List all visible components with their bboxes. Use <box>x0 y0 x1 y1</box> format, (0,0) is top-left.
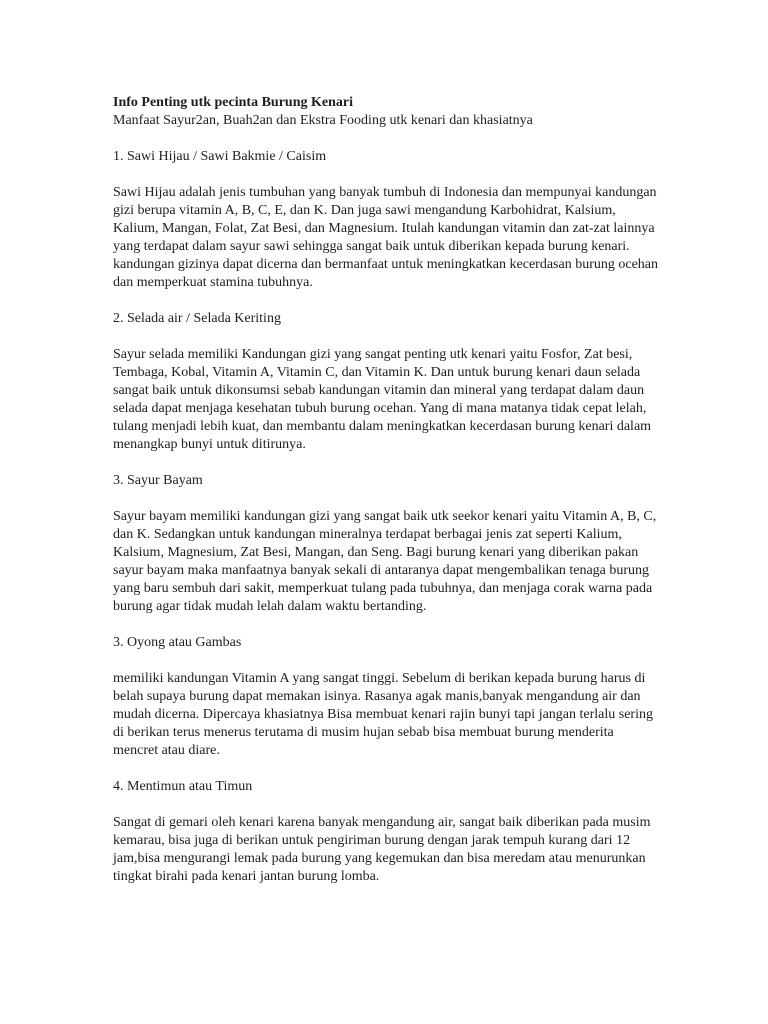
section-paragraph: Sayur bayam memiliki kandungan gizi yang sangat baik utk seekor kenari yaitu Vitamin A, B, C, dan K. Sedangkan untuk kandungan mineralnya terdapat berbagai jenis zat seperti Kalium, Kalsium, Magnesium, Zat Besi, Mangan, dan Seng. Bagi burung kenari yang diberikan pakan sayur bayam maka manfaatnya banyak sekali di antaranya dapat mengembalikan tenaga burung yang baru sembuh dari sakit, memperkuat tulang pada tubuhnya, dan menjaga corak warna pada burung agar tidak mudah lelah dalam waktu bertanding. <box>113 509 657 614</box>
section-heading: 3. Oyong atau Gambas <box>113 635 242 650</box>
section-paragraph: Sangat di gemari oleh kenari karena banyak mengandung air, sangat baik diberikan pada musim kemarau, bisa juga di berikan untuk pengiriman burung dengan jarak tempuh kurang dari 12 jam,bisa mengurangi lemak pada burung yang kegemukan dan bisa meredam atau menurunkan tingkat birahi pada kenari jantan burung lomba. <box>113 815 651 884</box>
section-paragraph: Sawi Hijau adalah jenis tumbuhan yang banyak tumbuh di Indonesia dan mempunyai kandungan gizi berupa vitamin A, B, C, E, dan K. Dan juga sawi mengandung Karbohidrat, Kalsium, Kalium, Mangan, Folat, Zat Besi, dan Magnesium. Itulah kandungan vitamin dan zat-zat lainnya yang terdapat dalam sayur sawi sehingga sangat baik untuk diberikan kepada burung kenari. kandungan gizinya dapat dicerna dan bermanfaat untuk meningkatkan kecerdasan burung ocehan dan memperkuat stamina tubuhnya. <box>113 185 659 290</box>
section-sawi-hijau <box>113 148 658 292</box>
document-subtitle: Manfaat Sayur2an, Buah2an dan Ekstra Fooding utk kenari dan khasiatnya <box>113 113 533 128</box>
section-heading: 1. Sawi Hijau / Sawi Bakmie / Caisim <box>113 149 327 164</box>
section-heading: 2. Selada air / Selada Keriting <box>113 311 281 326</box>
section-paragraph: memiliki kandungan Vitamin A yang sangat tinggi. Sebelum di berikan kepada burung harus di belah supaya burung dapat memakan isinya. Rasanya agak manis,banyak mengandung air dan mudah dicerna. Dipercaya khasiatnya Bisa membuat kenari rajin bunyi tapi jangan terlalu sering di berikan terus menerus terutama di musim hujan sebab bisa membuat burung menderita mencret atau diare. <box>113 671 653 758</box>
document-content <box>113 94 658 886</box>
section-heading: 3. Sayur Bayam <box>113 473 203 488</box>
section-oyong <box>113 634 658 760</box>
section-paragraph: Sayur selada memiliki Kandungan gizi yang sangat penting utk kenari yaitu Fosfor, Zat besi, Tembaga, Kobal, Vitamin A, Vitamin C, dan Vitamin K. Dan untuk burung kenari daun selada sangat baik untuk dikonsumsi sebab kandungan vitamin dan mineral yang terdapat dalam daun selada dapat menjaga kesehatan tubuh burung ocehan. Yang di mana matanya tidak cepat lelah, tulang menjadi lebih kuat, dan membantu dalam meningkatkan kecerdasan burung kenari dalam menangkap bunyi untuk ditirunya. <box>113 347 652 452</box>
document-title: Info Penting utk pecinta Burung Kenari <box>113 95 353 110</box>
section-heading: 4. Mentimun atau Timun <box>113 779 253 794</box>
section-selada <box>113 310 658 454</box>
section-sayur-bayam <box>113 472 658 616</box>
section-mentimun <box>113 778 658 886</box>
